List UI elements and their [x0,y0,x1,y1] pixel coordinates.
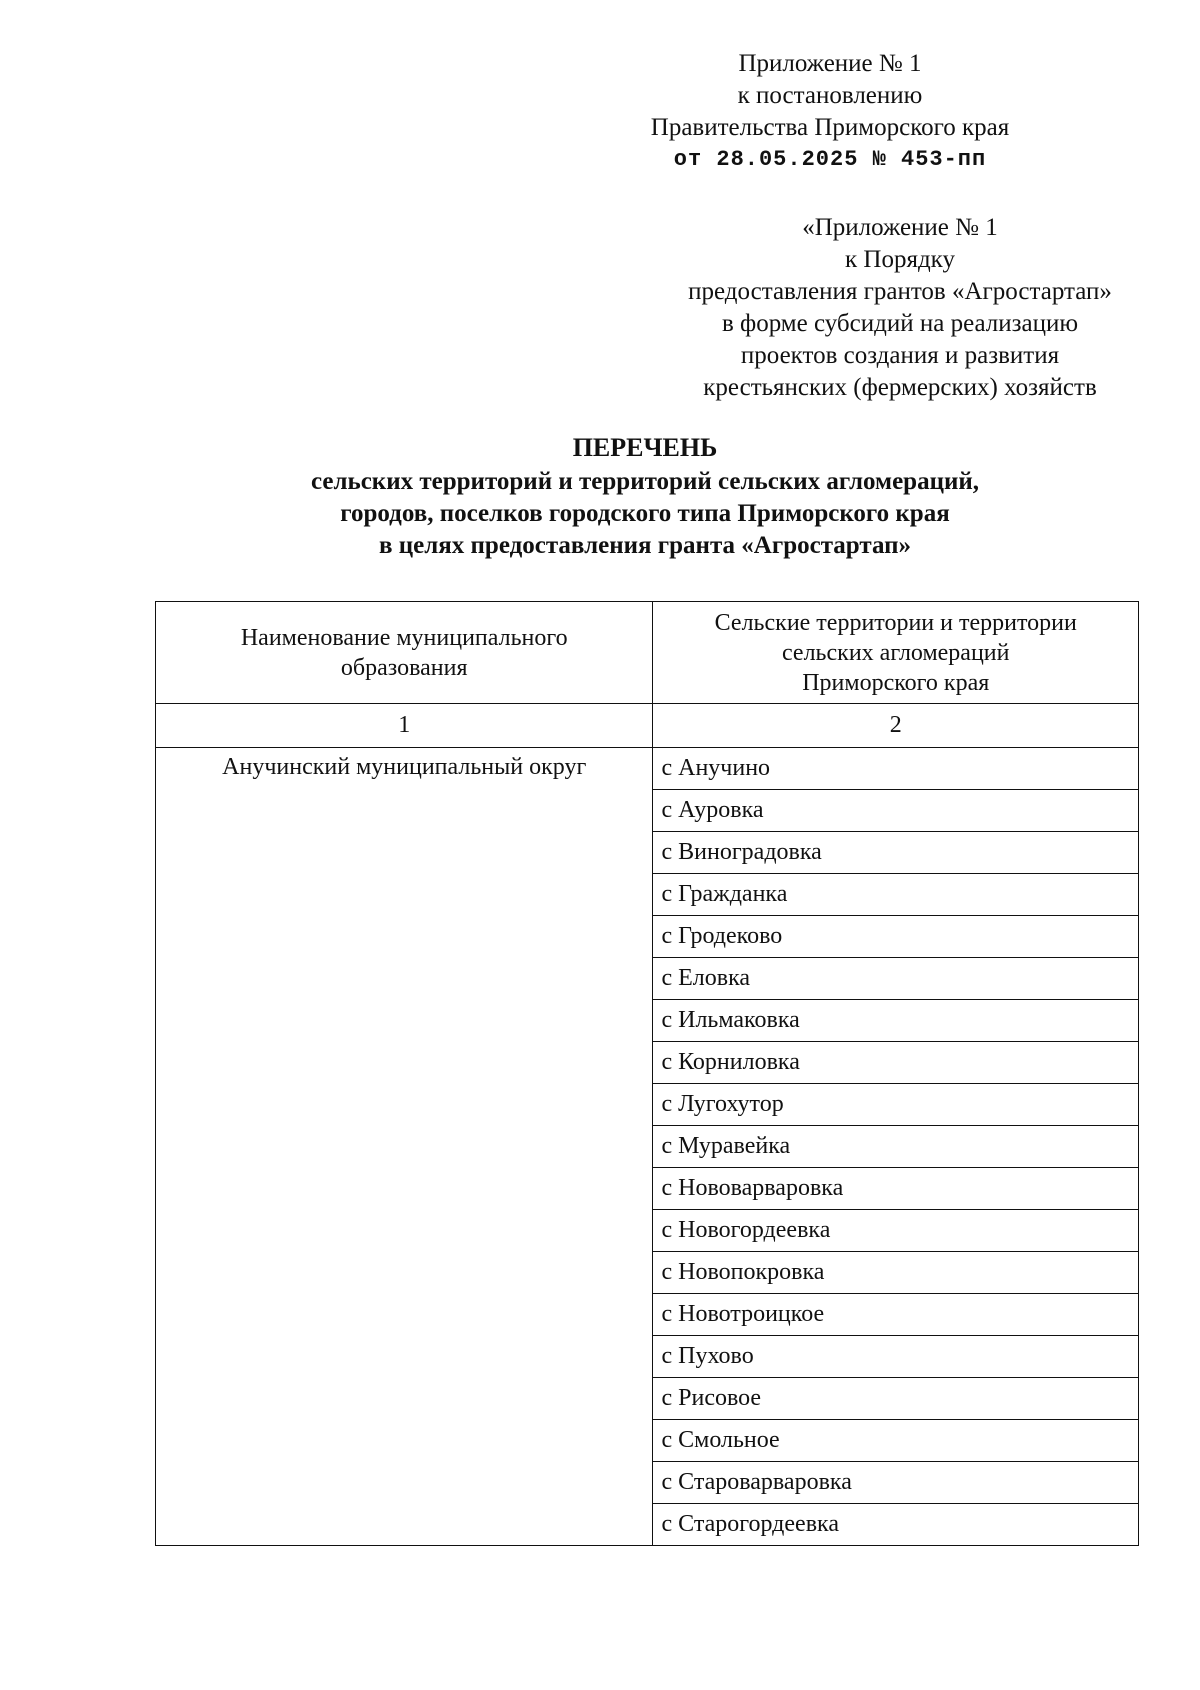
order-appendix-line: в форме субсидий на реализацию [721,310,1079,337]
settlement-name: с Еловка [653,958,1139,1000]
document-title [150,432,1140,562]
settlement-name: с Рисовое [653,1378,1139,1420]
col1-number: 1 [156,704,653,748]
settlement-name: с Муравейка [653,1126,1139,1168]
settlement-name: с Ауровка [653,790,1139,832]
order-appendix-line: «Приложение № 1 [802,214,998,241]
order-appendix-header [640,212,1160,404]
title-line: сельских территорий и территорий сельских агломераций, [310,468,980,495]
settlement-name: с Смольное [653,1420,1139,1462]
title-line: в целях предоставления гранта «Агростартап» [378,532,912,559]
settlements-table [155,601,1139,1546]
col2-number: 2 [653,704,1139,748]
settlement-name: с Гражданка [653,874,1139,916]
settlement-name: с Виноградовка [653,832,1139,874]
title-line: городов, поселков городского типа Приморского края [340,500,950,527]
resolution-date-number: от 28.05.2025 № 453-пп [673,147,987,172]
table-body [156,748,1139,1546]
order-appendix-line: к Порядку [845,246,955,273]
settlement-name: с Новотроицкое [653,1294,1139,1336]
title-main: ПЕРЕЧЕНЬ [572,433,718,462]
table-header-row [156,602,1139,704]
settlement-name: с Старогордеевка [653,1504,1139,1546]
settlement-name: с Гродеково [653,916,1139,958]
order-appendix-line: проектов создания и развития [740,342,1060,369]
col2-header: Сельские территории и территории сельских агломераций Приморского края [653,602,1139,704]
settlement-name: с Лугохутор [653,1084,1139,1126]
order-appendix-line: предоставления грантов «Агростартап» [688,278,1112,305]
settlement-name: с Новопокровка [653,1252,1139,1294]
settlement-name: с Пухово [653,1336,1139,1378]
appendix-header [560,48,1100,176]
settlement-name: с Анучино [653,748,1139,790]
municipality-name: Анучинский муниципальный округ [156,748,653,1546]
table-row [156,748,1139,790]
appendix-line: Приложение № 1 [738,50,922,77]
settlement-name: с Ильмаковка [653,1000,1139,1042]
settlement-name: с Корниловка [653,1042,1139,1084]
order-appendix-line: крестьянских (фермерских) хозяйств [703,374,1097,401]
appendix-line: Правительства Приморского края [650,114,1010,141]
appendix-line: к постановлению [737,82,923,109]
col1-header: Наименование муниципального образования [156,602,653,704]
settlement-name: с Новогордеевка [653,1210,1139,1252]
settlement-name: с Нововарваровка [653,1168,1139,1210]
settlement-name: с Староварваровка [653,1462,1139,1504]
column-number-row [156,704,1139,748]
